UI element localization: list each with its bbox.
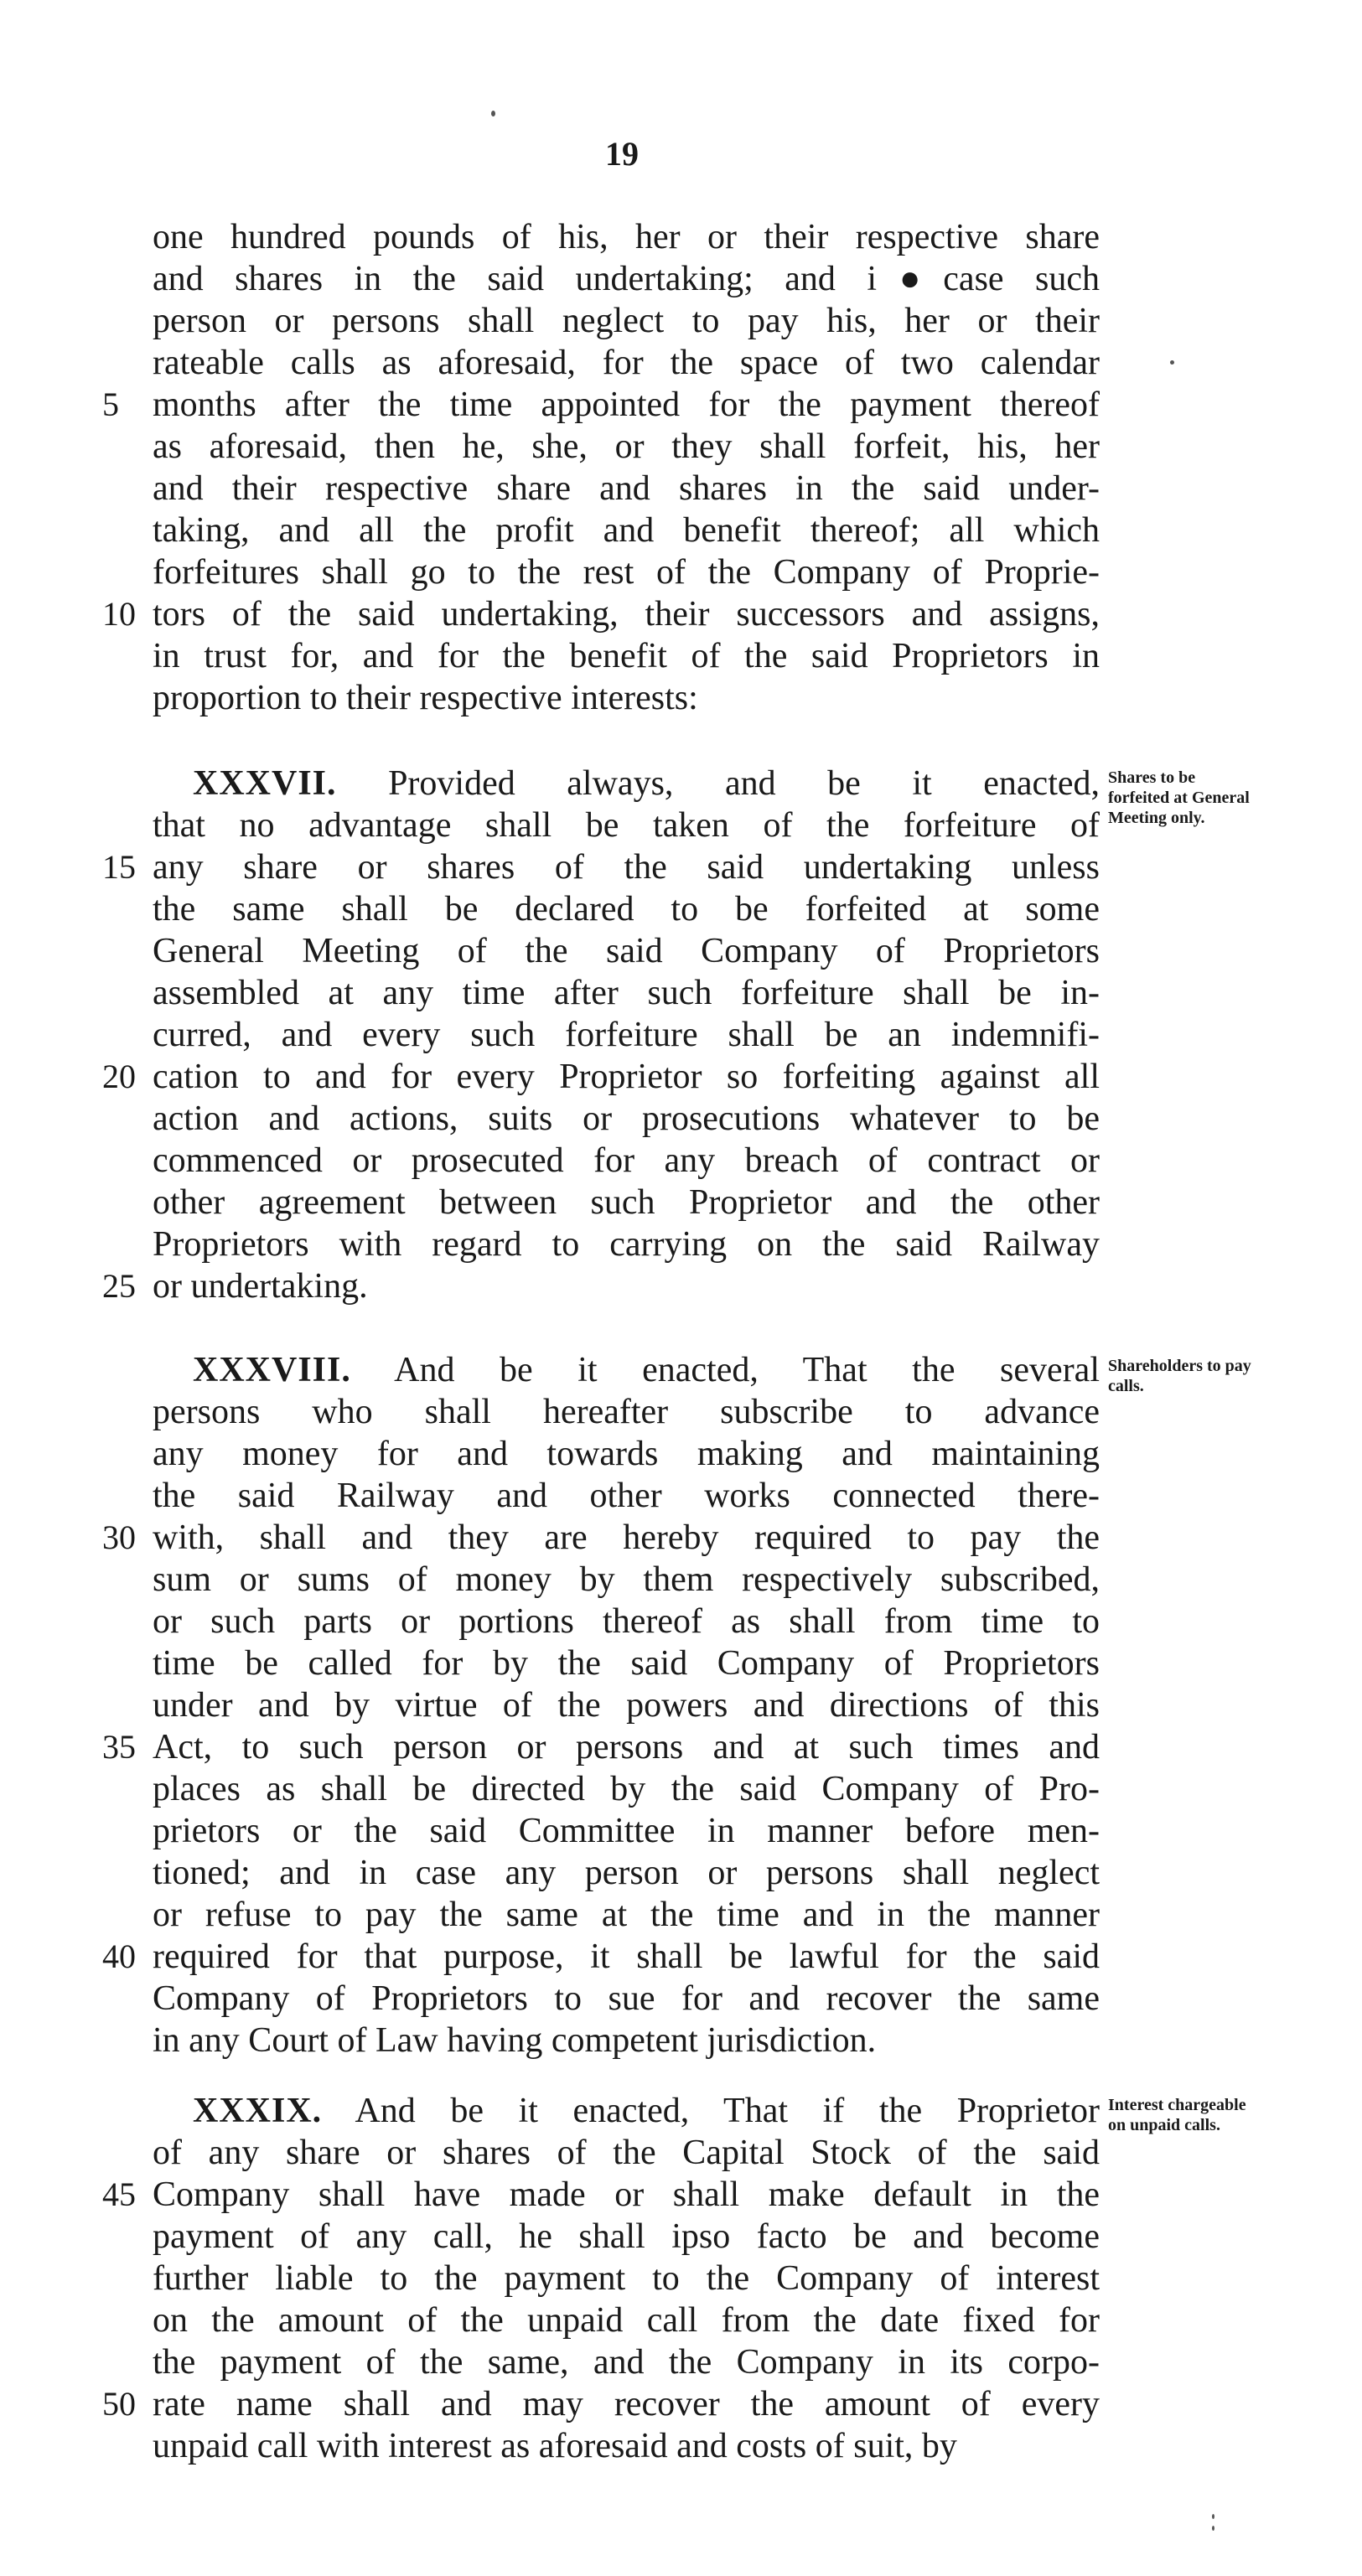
section-heading-text bbox=[153, 763, 1100, 804]
section-number: XXXVIII. bbox=[193, 1351, 351, 1389]
line-number: 45 bbox=[102, 2175, 136, 2213]
line-text: that no advantage shall be taken of the forfeiture of bbox=[153, 806, 1100, 845]
text-line bbox=[102, 2174, 1100, 2216]
scan-speck bbox=[1170, 360, 1174, 365]
text-line bbox=[153, 2341, 1100, 2383]
line-text: one hundred pounds of his, her or their respective share bbox=[153, 218, 1100, 256]
scan-speck bbox=[1212, 2526, 1214, 2531]
line-text: sum or sums of money by them respectively subscribed, bbox=[153, 1560, 1100, 1599]
line-text: other agreement between such Proprietor and the other bbox=[153, 1183, 1100, 1222]
section-heading-text bbox=[153, 1349, 1100, 1391]
text-line bbox=[153, 1014, 1100, 1056]
sidenote-section-xxxix: Interest chargeable on unpaid calls. bbox=[1108, 2096, 1246, 2134]
line-text: and their respective share and shares in the said under- bbox=[153, 469, 1100, 508]
text-line bbox=[153, 2258, 1100, 2299]
text-line bbox=[153, 1852, 1100, 1894]
line-text: places as shall be directed by the said Company of Pro- bbox=[153, 1770, 1100, 1808]
line-text: person or persons shall neglect to pay his, her or their bbox=[153, 302, 1100, 340]
text-line bbox=[102, 1936, 1100, 1978]
text-line bbox=[153, 426, 1100, 468]
section-heading-text bbox=[153, 2090, 1100, 2132]
line-text: or undertaking. bbox=[153, 1267, 368, 1306]
text-line bbox=[153, 1182, 1100, 1223]
text-line bbox=[153, 1978, 1100, 2020]
line-text: prietors or the said Committee in manner before men- bbox=[153, 1812, 1100, 1850]
line-text: or refuse to pay the same at the time and in the manner bbox=[153, 1896, 1100, 1934]
text-line bbox=[153, 1768, 1100, 1810]
line-text: tors of the said undertaking, their successors and assigns, bbox=[153, 595, 1100, 634]
line-text: taking, and all the profit and benefit thereof; all which bbox=[153, 511, 1100, 550]
line-text: of any share or shares of the Capital Stock of the said bbox=[153, 2134, 1100, 2172]
line-text: rateable calls as aforesaid, for the space of two calendar bbox=[153, 344, 1100, 382]
text-line bbox=[153, 300, 1100, 342]
line-text: months after the time appointed for the payment thereof bbox=[153, 385, 1100, 424]
text-line bbox=[102, 1517, 1100, 1559]
line-text: the said Railway and other works connected there- bbox=[153, 1477, 1100, 1515]
text-line bbox=[153, 1223, 1100, 1265]
line-text: cation to and for every Proprietor so forfeiting against all bbox=[153, 1058, 1100, 1096]
line-text: required for that purpose, it shall be lawful for the said bbox=[153, 1937, 1100, 1976]
text-line bbox=[102, 1265, 1100, 1307]
text-line bbox=[153, 972, 1100, 1014]
text-line bbox=[153, 468, 1100, 510]
text-line bbox=[153, 2216, 1100, 2258]
line-text: rate name shall and may recover the amount of every bbox=[153, 2385, 1100, 2423]
section-opening: And be it enacted, That if the Proprietor bbox=[355, 2092, 1100, 2130]
text-line bbox=[153, 551, 1100, 593]
section-xxxviii bbox=[102, 1349, 1100, 2061]
text-line bbox=[153, 2132, 1100, 2174]
text-line bbox=[153, 1140, 1100, 1182]
line-text: further liable to the payment to the Company of interest bbox=[153, 2259, 1100, 2298]
line-number: 20 bbox=[102, 1058, 136, 1095]
line-text: curred, and every such forfeiture shall be an indemnifi- bbox=[153, 1016, 1100, 1054]
text-line bbox=[153, 1642, 1100, 1684]
line-number: 25 bbox=[102, 1267, 136, 1305]
text-line bbox=[153, 1391, 1100, 1433]
text-line bbox=[102, 2383, 1100, 2425]
text-line bbox=[153, 804, 1100, 846]
text-line bbox=[153, 216, 1100, 258]
section-number: XXXVII. bbox=[193, 764, 337, 803]
line-number: 35 bbox=[102, 1728, 136, 1766]
line-text: the payment of the same, and the Company in its corpo- bbox=[153, 2343, 1100, 2382]
line-text: Company shall have made or shall make default in the bbox=[153, 2175, 1100, 2214]
line-text: in any Court of Law having competent jurisdiction. bbox=[153, 2021, 877, 2060]
line-number: 15 bbox=[102, 848, 136, 886]
text-line bbox=[153, 1684, 1100, 1726]
text-line bbox=[153, 888, 1100, 930]
text-line bbox=[102, 1726, 1100, 1768]
line-text: with, shall and they are hereby required to pay the bbox=[153, 1518, 1100, 1557]
text-line bbox=[153, 635, 1100, 677]
line-text: on the amount of the unpaid call from the date fixed for bbox=[153, 2301, 1100, 2340]
text-line bbox=[153, 2299, 1100, 2341]
text-line bbox=[102, 384, 1100, 426]
line-text: as aforesaid, then he, she, or they shall forfeit, his, her bbox=[153, 427, 1100, 466]
line-text: payment of any call, he shall ipso facto be and become bbox=[153, 2217, 1100, 2256]
paragraph-continuation bbox=[102, 216, 1100, 719]
line-text: forfeitures shall go to the rest of the Company of Proprie- bbox=[153, 553, 1100, 592]
line-text: and shares in the said undertaking; and i●case such bbox=[153, 260, 1100, 298]
text-line bbox=[153, 1601, 1100, 1642]
line-text: under and by virtue of the powers and directions of this bbox=[153, 1686, 1100, 1725]
scan-speck bbox=[491, 111, 495, 116]
text-line bbox=[153, 510, 1100, 551]
line-text: unpaid call with interest as aforesaid and costs of suit, by bbox=[153, 2427, 957, 2465]
page-number: 19 bbox=[605, 135, 639, 173]
line-text: any share or shares of the said undertaking unless bbox=[153, 848, 1100, 887]
line-text: time be called for by the said Company of Proprietors bbox=[153, 1644, 1100, 1683]
line-text: proportion to their respective interests: bbox=[153, 679, 698, 717]
line-text: in trust for, and for the benefit of the said Proprietors in bbox=[153, 637, 1100, 675]
line-text: action and actions, suits or prosecutions whatever to be bbox=[153, 1099, 1100, 1138]
line-number: 50 bbox=[102, 2385, 136, 2423]
text-line bbox=[153, 1098, 1100, 1140]
line-text: persons who shall hereafter subscribe to advance bbox=[153, 1393, 1100, 1431]
section-heading-line bbox=[153, 1349, 1100, 1391]
text-line bbox=[153, 1433, 1100, 1475]
section-number: XXXIX. bbox=[193, 2092, 323, 2130]
text-line bbox=[102, 846, 1100, 888]
text-line bbox=[153, 342, 1100, 384]
line-number: 40 bbox=[102, 1937, 136, 1975]
line-text: the same shall be declared to be forfeited at some bbox=[153, 890, 1100, 928]
text-line bbox=[153, 1475, 1100, 1517]
text-line bbox=[102, 593, 1100, 635]
scan-speck bbox=[1212, 2514, 1214, 2519]
text-line bbox=[153, 930, 1100, 972]
text-line bbox=[153, 2425, 1100, 2467]
text-line bbox=[153, 1810, 1100, 1852]
text-line bbox=[153, 2020, 1100, 2061]
section-xxxix bbox=[102, 2090, 1100, 2467]
line-text: Company of Proprietors to sue for and recover the same bbox=[153, 1979, 1100, 2018]
line-number: 30 bbox=[102, 1518, 136, 1556]
text-line bbox=[153, 258, 1100, 300]
text-line bbox=[153, 1559, 1100, 1601]
text-line bbox=[153, 677, 1100, 719]
section-heading-line bbox=[153, 2090, 1100, 2132]
text-line bbox=[102, 1056, 1100, 1098]
line-number: 5 bbox=[102, 385, 119, 423]
section-xxxvii bbox=[102, 763, 1100, 1307]
line-text: commenced or prosecuted for any breach of contract or bbox=[153, 1141, 1100, 1180]
section-opening: And be it enacted, That the several bbox=[394, 1351, 1100, 1389]
line-text: Act, to such person or persons and at such times and bbox=[153, 1728, 1100, 1766]
section-heading-line bbox=[153, 763, 1100, 804]
sidenote-section-xxxviii: Shareholders to pay calls. bbox=[1108, 1357, 1251, 1395]
line-text: tioned; and in case any person or persons shall neglect bbox=[153, 1854, 1100, 1892]
text-line bbox=[153, 1894, 1100, 1936]
line-text: General Meeting of the said Company of Proprietors bbox=[153, 932, 1100, 970]
sidenote-section-xxxvii: Shares to be forfeited at General Meeting only. bbox=[1108, 768, 1250, 827]
line-text: Proprietors with regard to carrying on the said Railway bbox=[153, 1225, 1100, 1264]
section-opening: Provided always, and be it enacted, bbox=[388, 764, 1100, 803]
line-text: any money for and towards making and maintaining bbox=[153, 1435, 1100, 1473]
line-text: or such parts or portions thereof as shall from time to bbox=[153, 1602, 1100, 1641]
line-text: assembled at any time after such forfeiture shall be in- bbox=[153, 974, 1100, 1012]
line-number: 10 bbox=[102, 595, 136, 633]
